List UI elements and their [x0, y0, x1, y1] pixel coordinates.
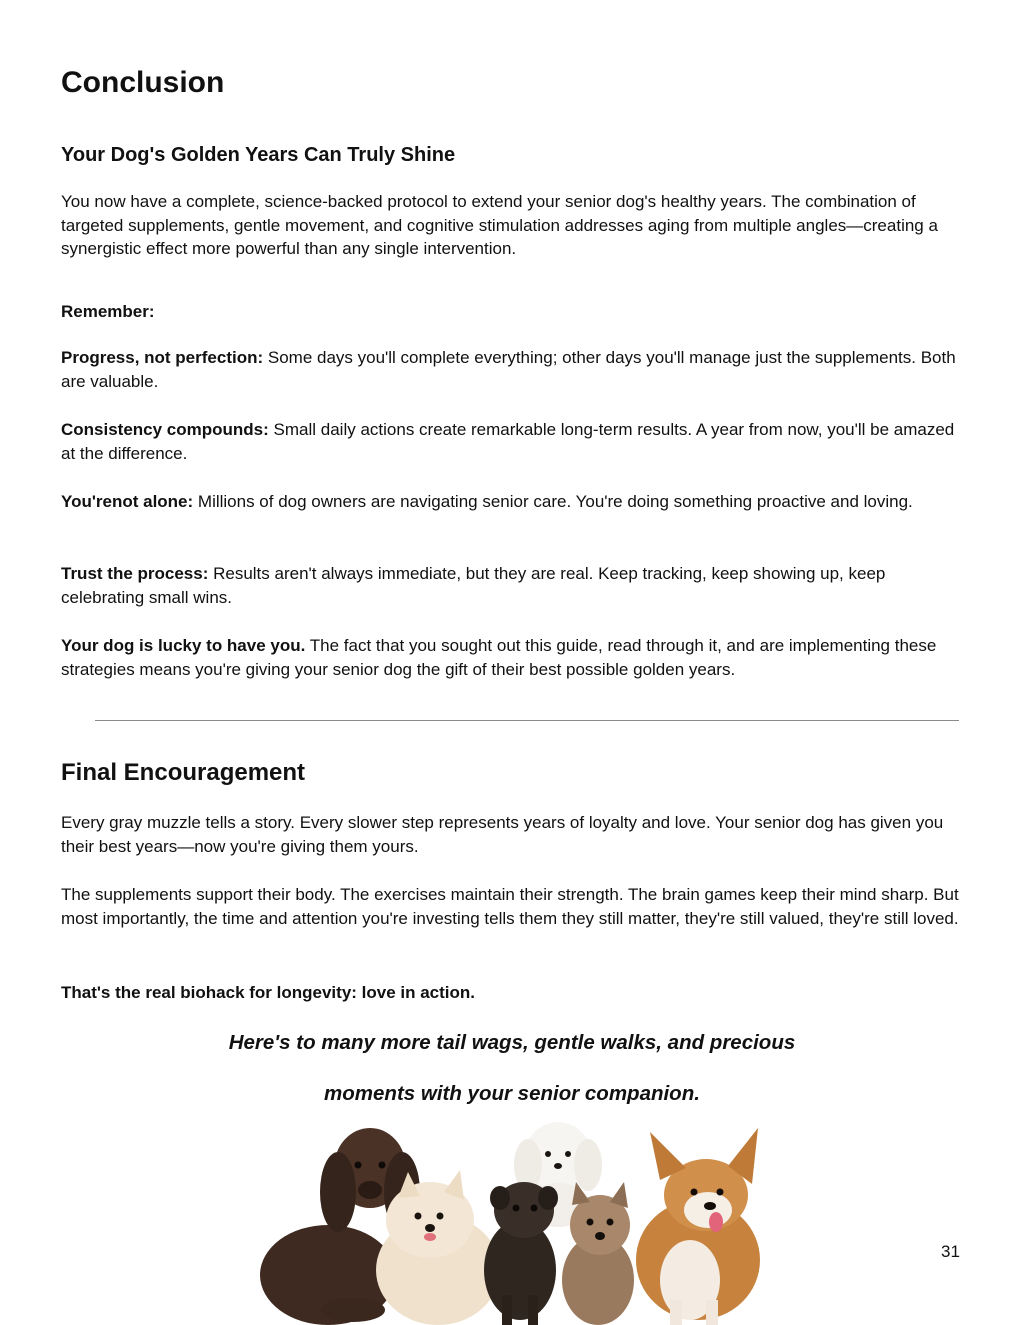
corgi-dog	[636, 1128, 760, 1325]
point-text: Some days you'll complete everything; other days you'll manage just the supplements. Both are valuable.	[61, 348, 956, 391]
point-trust	[61, 562, 966, 609]
horizontal-divider	[95, 720, 959, 721]
point-consistency	[61, 418, 966, 465]
page-title: Conclusion	[61, 66, 225, 99]
point-label: Progress, not perfection:	[61, 348, 264, 367]
point-label: Consistency compounds:	[61, 420, 269, 439]
point-progress	[61, 346, 966, 393]
point-lucky	[61, 634, 966, 681]
point-text: The fact that you sought out this guide, read through it, and are implementing these strategies means you're giving your senior dog the gift of their best possible golden years.	[61, 636, 937, 679]
point-text: Results aren't always immediate, but they are real. Keep tracking, keep showing up, keep celebrating small wins.	[61, 564, 886, 607]
final-paragraph-1: Every gray muzzle tells a story. Every slower step represents years of loyalty and love. Your senior dog has given you their best years—now you're giving them yours.	[61, 813, 944, 856]
dogs-group-photo	[258, 1110, 768, 1325]
point-text: Small daily actions create remarkable long-term results. A year from now, you'll be amazed at the difference.	[61, 420, 955, 463]
final-paragraph-2: The supplements support their body. The exercises maintain their strength. The brain games keep their mind sharp. But most importantly, the time and attention you're investing tells them they still matter, they're still valued, they're still loved.	[61, 885, 959, 928]
section-subheading: Your Dog's Golden Years Can Truly Shine	[61, 144, 456, 166]
point-not-alone	[61, 490, 966, 514]
final-heading: Final Encouragement	[61, 759, 306, 786]
closing-statement: That's the real biohack for longevity: love in action.	[61, 983, 476, 1002]
point-label: You'renot alone:	[61, 492, 194, 511]
remember-label: Remember:	[61, 302, 155, 321]
intro-paragraph: You now have a complete, science-backed protocol to extend your senior dog's healthy years. The combination of targeted supplements, gentle movement, and cognitive stimulation addresses aging from multiple angles—creating a synergistic effect more powerful than any single intervention.	[61, 192, 938, 258]
point-text: Millions of dog owners are navigating senior care. You're doing something proactive and loving.	[193, 492, 913, 511]
point-label: Your dog is lucky to have you.	[61, 636, 306, 655]
point-label: Trust the process:	[61, 564, 209, 583]
quote-line-2: moments with your senior companion.	[324, 1082, 700, 1105]
terrier-dog	[562, 1182, 634, 1325]
pug-dog	[484, 1182, 558, 1325]
page-number: 31	[941, 1242, 960, 1261]
quote-line-1: Here's to many more tail wags, gentle walks, and precious	[228, 1031, 796, 1054]
